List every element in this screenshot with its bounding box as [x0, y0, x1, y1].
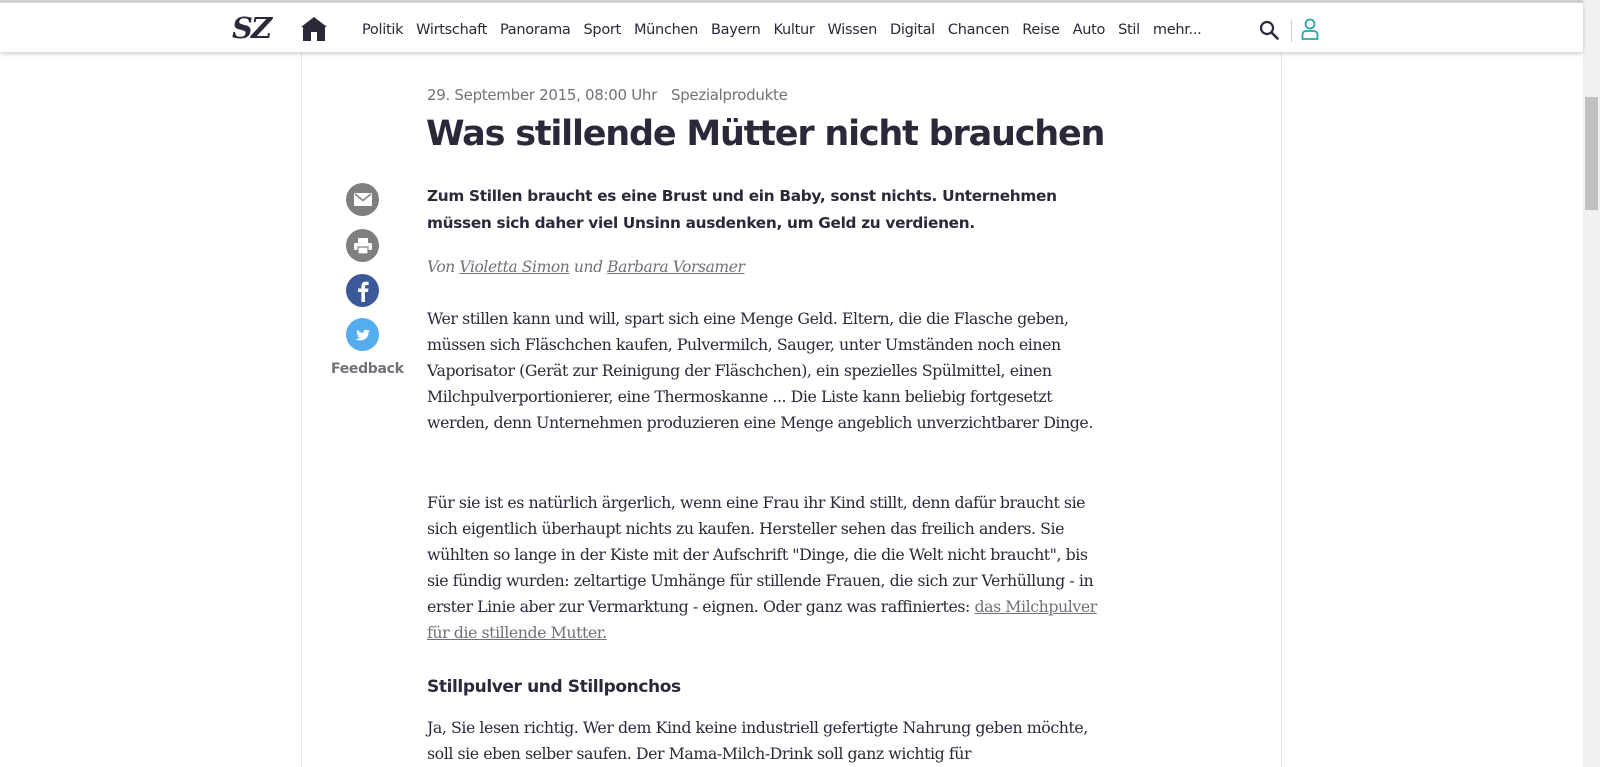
nav-muenchen[interactable]: München	[633, 22, 699, 38]
mail-icon	[354, 193, 372, 206]
nav-auto[interactable]: Auto	[1072, 22, 1106, 38]
scrollbar-thumb[interactable]	[1585, 97, 1598, 210]
share-print-button[interactable]	[346, 229, 379, 262]
print-icon	[354, 238, 372, 254]
nav-bayern[interactable]: Bayern	[711, 22, 761, 38]
nav-politik[interactable]: Politik	[362, 22, 404, 38]
article-headline: Was stillende Mütter nicht brauchen	[426, 114, 1105, 154]
nav-sport[interactable]: Sport	[583, 22, 621, 38]
article-meta	[427, 86, 788, 104]
article-byline	[427, 258, 745, 276]
site-header	[0, 0, 1583, 52]
share-twitter-button[interactable]	[346, 318, 379, 351]
nav-kultur[interactable]: Kultur	[773, 22, 815, 38]
nav-reise[interactable]: Reise	[1022, 22, 1060, 38]
nav-digital[interactable]: Digital	[889, 22, 935, 38]
sz-logo[interactable]: SZ	[232, 11, 271, 45]
main-nav	[362, 22, 1214, 38]
nav-mehr[interactable]: mehr...	[1152, 22, 1202, 38]
header-divider	[1291, 20, 1292, 42]
feedback-link[interactable]: Feedback	[331, 361, 404, 377]
search-icon[interactable]	[1259, 20, 1279, 40]
article-paragraph-3: Ja, Sie lesen richtig. Wer dem Kind keine industriell gefertigte Nahrung geben möchte, soll sie eben selber saufen. Der Mama-Milch-Drink soll ganz wichtig für	[427, 718, 1088, 763]
facebook-icon	[357, 280, 369, 302]
nav-stil[interactable]: Stil	[1118, 22, 1140, 38]
twitter-icon	[353, 327, 373, 343]
nav-panorama[interactable]: Panorama	[500, 22, 571, 38]
byline-prefix: Von	[427, 258, 455, 276]
share-email-button[interactable]	[346, 183, 379, 216]
article-category[interactable]: Spezialprodukte	[670, 86, 788, 104]
article-date: 29. September 2015, 08:00 Uhr	[427, 86, 657, 104]
article-paragraph-2	[427, 490, 1107, 646]
milchpulver-link[interactable]: das Milchpulver für die stillende Mutter.	[427, 597, 1097, 642]
nav-wissen[interactable]: Wissen	[827, 22, 877, 38]
nav-wirtschaft[interactable]: Wirtschaft	[416, 22, 488, 38]
nav-chancen[interactable]: Chancen	[947, 22, 1010, 38]
author-link-2[interactable]: Barbara Vorsamer	[607, 258, 745, 276]
user-icon[interactable]	[1301, 18, 1319, 40]
author-link-1[interactable]: Violetta Simon	[459, 258, 570, 276]
paragraph-2-text: Für sie ist es natürlich ärgerlich, wenn eine Frau ihr Kind stillt, denn dafür braucht sie sich eigentlich überhaupt nichts zu kaufen. Hersteller sehen das freilich anders. Sie wühlten so lange in der Kiste mit der Aufschrift "Dinge, die die Welt nicht braucht", bis sie fündig wurden: zeltartige Umhänge für stillende Frauen, die sich zur Verhüllung - in erster Linie aber zur Vermarktung - eignen. Oder ganz was raffiniertes:	[427, 493, 1094, 616]
home-icon[interactable]	[300, 16, 328, 42]
share-facebook-button[interactable]	[346, 274, 379, 307]
article-subheading: Stillpulver und Stillponchos	[427, 677, 681, 697]
byline-conjunction: und	[573, 258, 603, 276]
article-paragraph-1: Wer stillen kann und will, spart sich eine Menge Geld. Eltern, die die Flasche geben, müssen sich Fläschchen kaufen, Pulvermilch, Sauger, unter Umständen noch einen Vaporisator (Gerät zur Reinigung der Fläschchen), ein spezielles Spülmittel, einen Milchpulverportionierer, eine Thermoskanne ... Die Liste kann beliebig fortgesetzt werden, denn Unternehmen produzieren eine Menge angeblich unverzichtbarer Dinge.	[427, 309, 1093, 432]
article-teaser: Zum Stillen braucht es eine Brust und ein Baby, sonst nichts. Unternehmen müssen sich daher viel Unsinn ausdenken, um Geld zu verdienen.	[427, 187, 1057, 232]
